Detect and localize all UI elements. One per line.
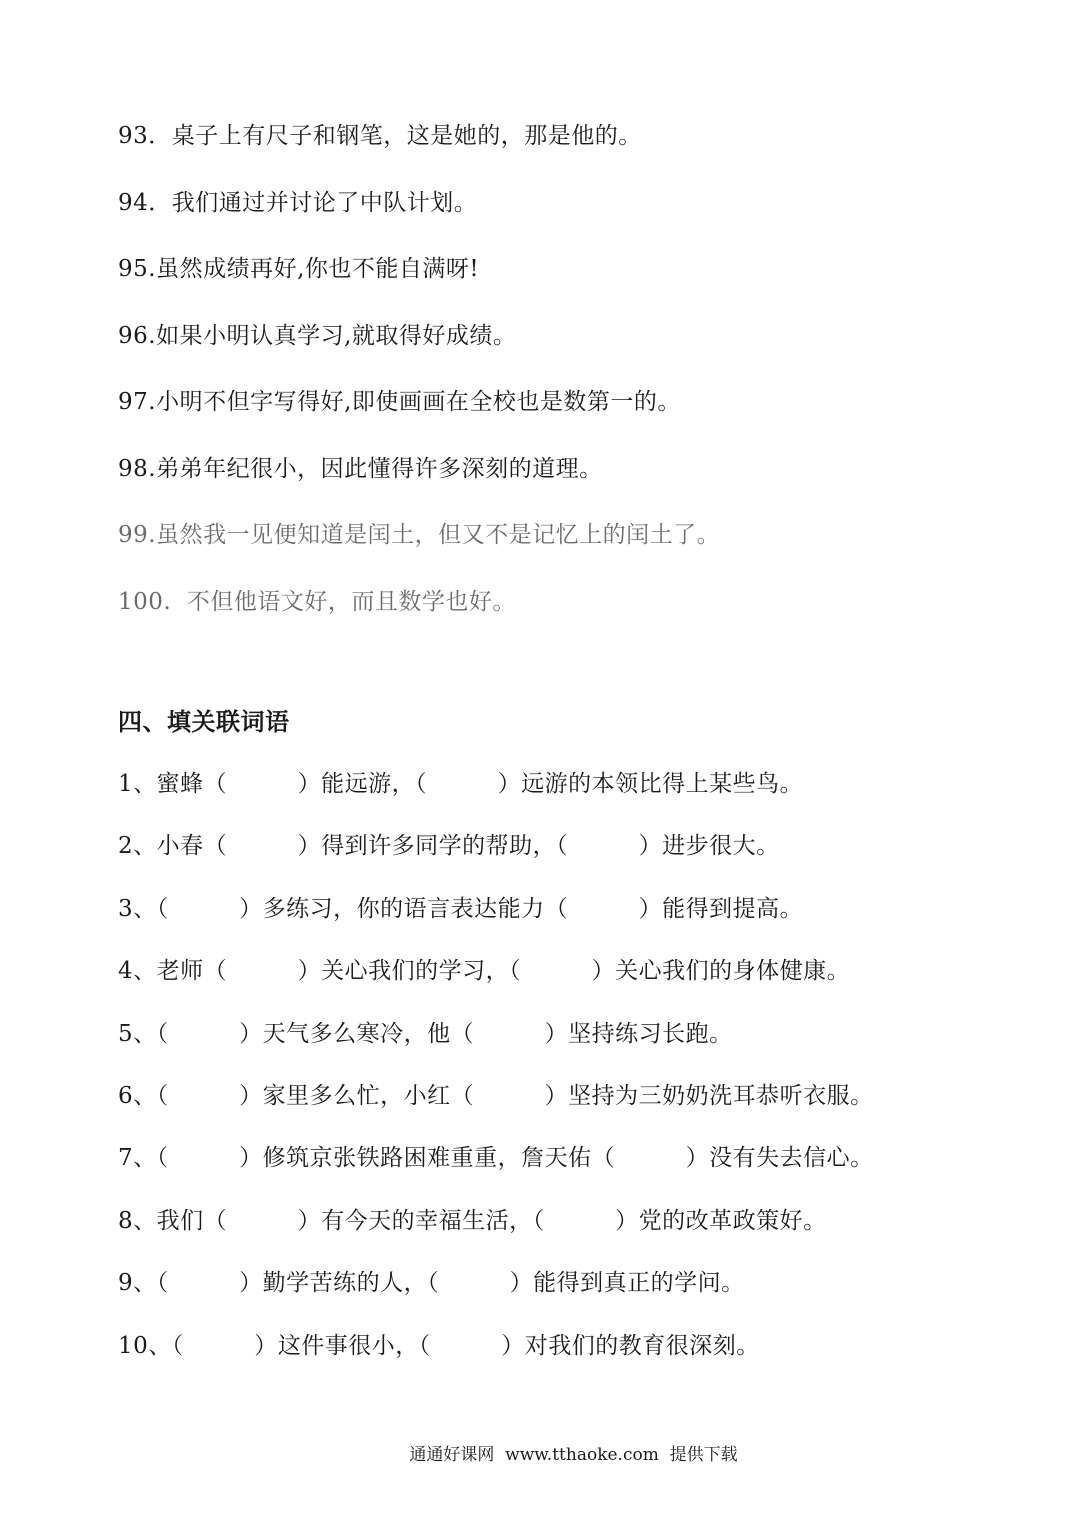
sentence-item: 98.弟弟年纪很小，因此懂得许多深刻的道理。 <box>118 455 603 482</box>
sentence-item: 97.小明不但字写得好,即使画画在全校也是数第一的。 <box>118 389 681 415</box>
exercise-item: 3、（ ）多练习，你的语言表达能力（ ）能得到提高。 <box>118 895 804 922</box>
page-footer: 通通好课网 www.tthaoke.com 提供下载 <box>409 1445 738 1465</box>
sentence-item: 99.虽然我一见便知道是闰土，但又不是记忆上的闰土了。 <box>118 522 721 548</box>
section-heading: 四、填关联词语 <box>118 708 290 736</box>
exercise-item: 10、（ ）这件事很小，（ ）对我们的教育很深刻。 <box>118 1332 760 1359</box>
exercise-item: 7、（ ）修筑京张铁路困难重重，詹天佑（ ）没有失去信心。 <box>118 1145 874 1172</box>
exercise-item: 5、（ ）天气多么寒冷，他（ ）坚持练习长跑。 <box>118 1020 733 1047</box>
sentence-item: 95.虽然成绩再好,你也不能自满呀! <box>118 256 480 282</box>
sentence-item: 100. 不但他语文好，而且数学也好。 <box>118 588 516 615</box>
exercise-item: 6、（ ）家里多么忙，小红（ ）坚持为三奶奶洗耳恭听衣服。 <box>118 1083 874 1109</box>
exercise-item: 8、我们（ ）有今天的幸福生活，（ ）党的改革政策好。 <box>118 1207 827 1234</box>
exercise-item: 1、蜜蜂（ ）能远游，（ ）远游的本领比得上某些鸟。 <box>118 771 804 797</box>
sentence-item: 93．桌子上有尺子和钢笔，这是她的，那是他的。 <box>118 123 642 149</box>
sentence-item: 96.如果小明认真学习,就取得好成绩。 <box>118 322 517 349</box>
sentence-item: 94．我们通过并讨论了中队计划。 <box>118 189 478 216</box>
exercise-item: 2、小春（ ）得到许多同学的帮助，（ ）进步很大。 <box>118 833 780 860</box>
exercise-item: 4、老师（ ）关心我们的学习，（ ）关心我们的身体健康。 <box>118 958 851 985</box>
exercise-item: 9、（ ）勤学苦练的人，（ ）能得到真正的学问。 <box>118 1270 745 1297</box>
